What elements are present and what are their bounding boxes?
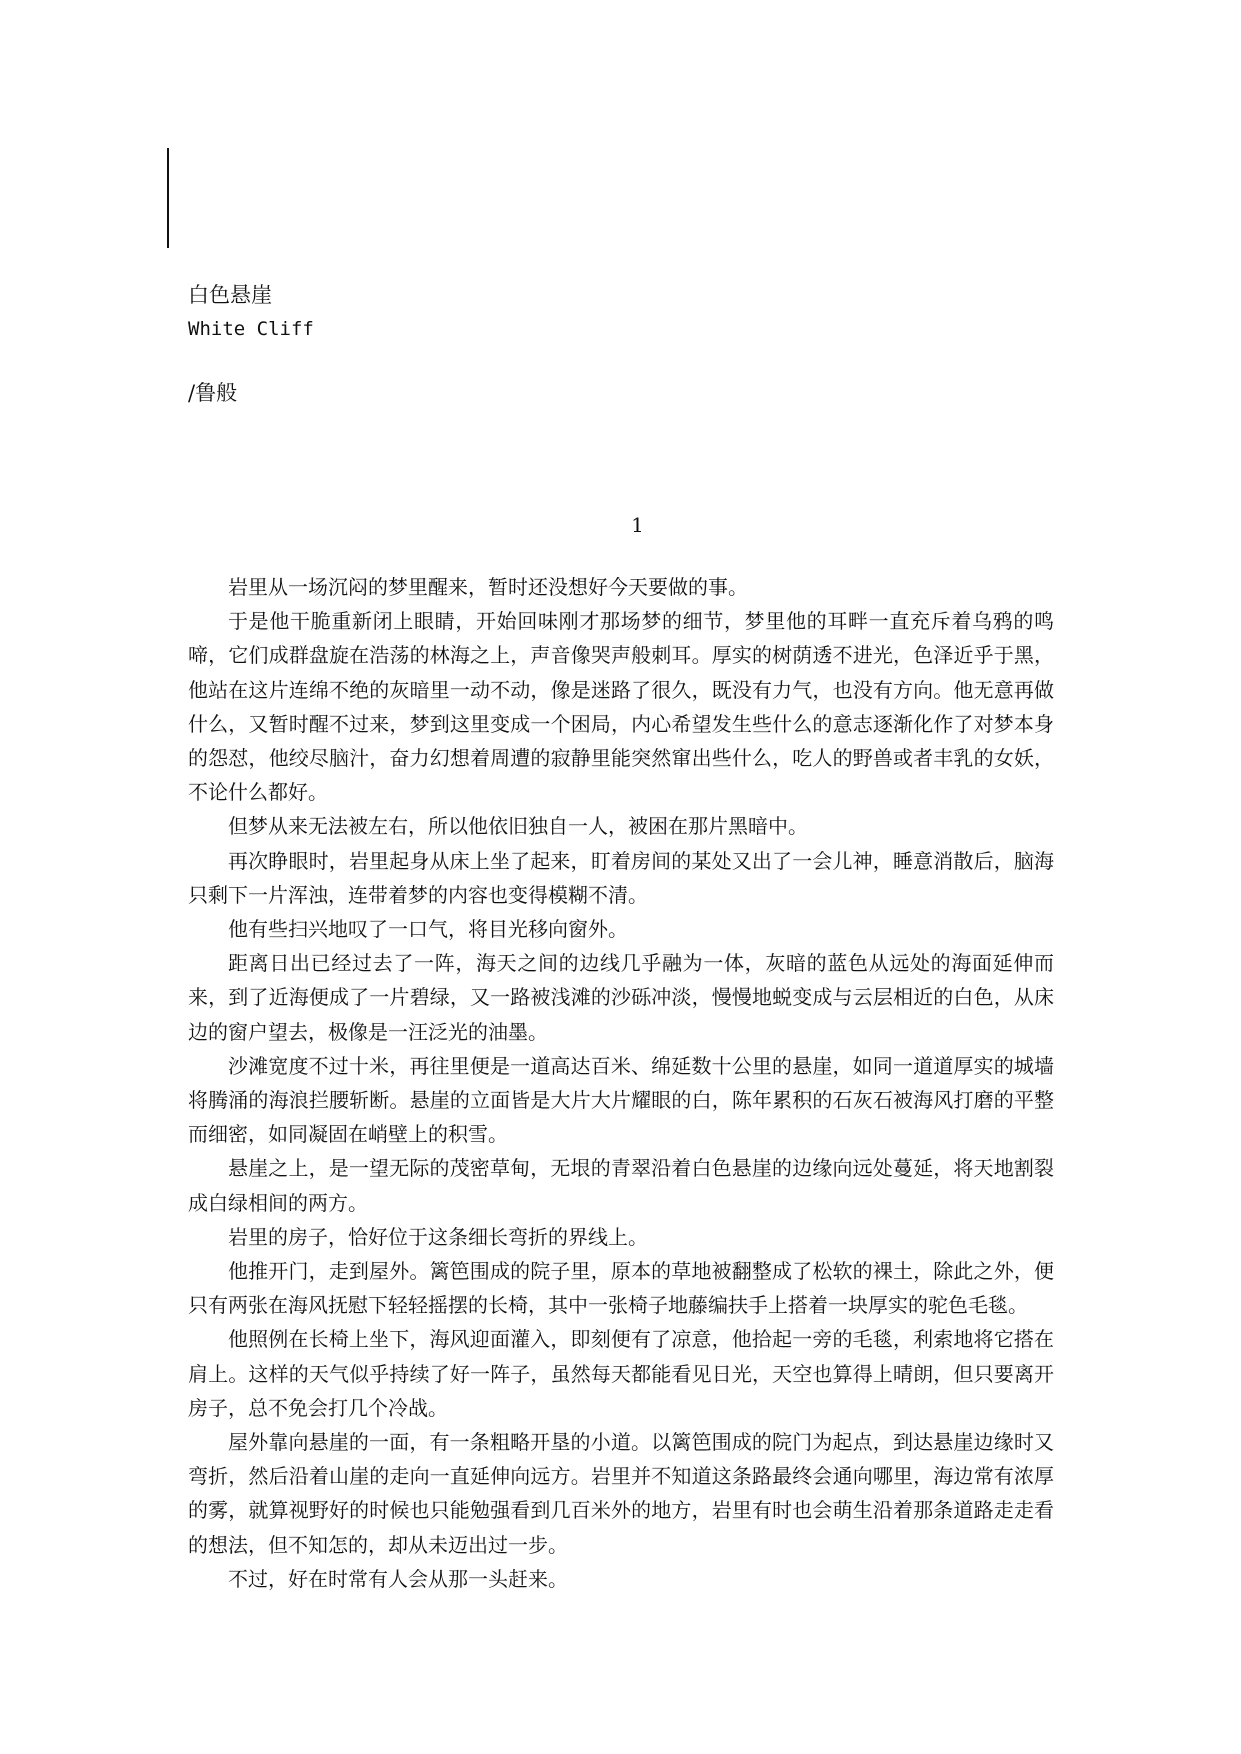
title-chinese: 白色悬崖 bbox=[188, 283, 272, 307]
margin-bar bbox=[167, 148, 169, 248]
paragraph: 他推开门，走到屋外。篱笆围成的院子里，原本的草地被翻整成了松软的裸土，除此之外，便只有两张在海风抚慰下轻轻摇摆的长椅，其中一张椅子地藤编扶手上搭着一块厚实的驼色毛毯。 bbox=[188, 1259, 1054, 1318]
paragraph: 岩里的房子，恰好位于这条细长弯折的界线上。 bbox=[228, 1224, 648, 1249]
paragraph: 于是他干脆重新闭上眼睛，开始回味刚才那场梦的细节，梦里他的耳畔一直充斥着乌鸦的鸣啼，它们成群盘旋在浩荡的林海之上，声音像哭声般刺耳。厚实的树荫透不进光，色泽近乎于黑，他站在这片连绵不绝的灰暗里一动不动，像是迷路了很久，既没有力气，也没有方向。他无意再做什么，又暂时醒不过来，梦到这里变成一个困局，内心希望发生些什么的意志逐渐化作了对梦本身的怨怼，他绞尽脑汁，奋力幻想着周遭的寂静里能突然窜出些什么，吃人的野兽或者丰乳的女妖，不论什么都好。 bbox=[188, 609, 1054, 805]
body-text bbox=[188, 570, 1054, 1596]
author-line: /鲁般 bbox=[188, 381, 238, 405]
paragraph: 屋外靠向悬崖的一面，有一条粗略开垦的小道。以篱笆围成的院门为起点，到达悬崖边缘时又弯折，然后沿着山崖的走向一直延伸向远方。岩里并不知道这条路最终会通向哪里，海边常有浓厚的雾，就算视野好的时候也只能勉强看到几百米外的地方，岩里有时也会萌生沿着那条道路走走看的想法，但不知怎的，却从未迈出过一步。 bbox=[188, 1430, 1054, 1557]
title-english: White Cliff bbox=[188, 318, 314, 340]
paragraph: 他有些扫兴地叹了一口气，将目光移向窗外。 bbox=[228, 917, 628, 942]
paragraph: 他照例在长椅上坐下，海风迎面灌入，即刻便有了凉意，他拾起一旁的毛毯，利索地将它搭在肩上。这样的天气似乎持续了好一阵子，虽然每天都能看见日光，天空也算得上晴朗，但只要离开房子，总不免会打几个冷战。 bbox=[188, 1327, 1054, 1420]
paragraph: 不过，好在时常有人会从那一头赶来。 bbox=[228, 1566, 568, 1591]
paragraph: 再次睁眼时，岩里起身从床上坐了起来，盯着房间的某处又出了一会儿神，睡意消散后，脑海只剩下一片浑浊，连带着梦的内容也变得模糊不清。 bbox=[188, 848, 1054, 907]
paragraph: 距离日出已经过去了一阵，海天之间的边线几乎融为一体，灰暗的蓝色从远处的海面延伸而来，到了近海便成了一片碧绿，又一路被浅滩的沙砾冲淡，慢慢地蜕变成与云层相近的白色，从床边的窗户望去，极像是一汪泛光的油墨。 bbox=[188, 951, 1054, 1044]
chapter-number: 1 bbox=[631, 513, 644, 537]
paragraph: 沙滩宽度不过十米，再往里便是一道高达百米、绵延数十公里的悬崖，如同一道道厚实的城墙将腾涌的海浪拦腰斩断。悬崖的立面皆是大片大片耀眼的白，陈年累积的石灰石被海风打磨的平整而细密，如同凝固在峭壁上的积雪。 bbox=[188, 1053, 1054, 1147]
paragraph: 悬崖之上，是一望无际的茂密草甸，无垠的青翠沿着白色悬崖的边缘向远处蔓延，将天地割裂成白绿相间的两方。 bbox=[188, 1156, 1054, 1215]
paragraph: 但梦从来无法被左右，所以他依旧独自一人，被困在那片黑暗中。 bbox=[228, 814, 808, 839]
document-header bbox=[188, 278, 1048, 410]
paragraph: 岩里从一场沉闷的梦里醒来，暂时还没想好今天要做的事。 bbox=[228, 575, 748, 599]
